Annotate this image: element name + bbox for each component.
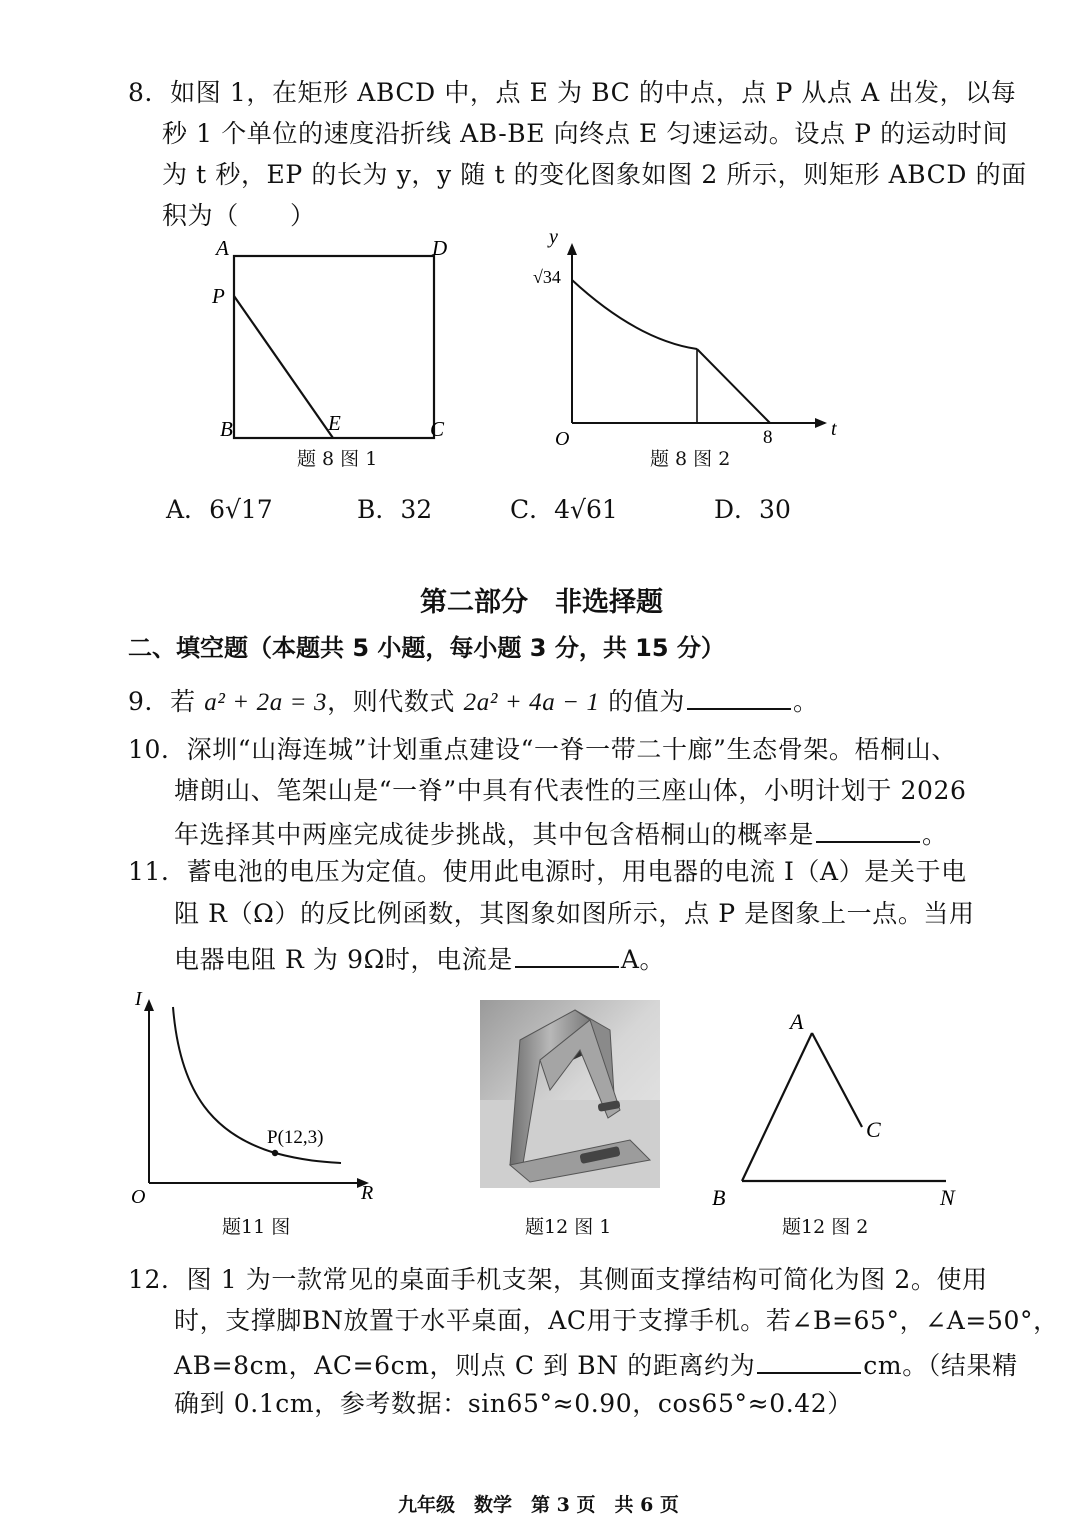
- label-A: A: [216, 236, 229, 260]
- q12-answer-blank[interactable]: [757, 1346, 861, 1374]
- q11-answer-blank[interactable]: [515, 940, 619, 968]
- q9-expression: 2a² + 4a − 1: [463, 689, 600, 716]
- q9-equation: a² + 2a = 3: [204, 689, 328, 716]
- q12-figure-1-phone-stand-photo: [480, 1000, 660, 1188]
- t-tick-label: 8: [763, 427, 773, 448]
- label-C: C: [866, 1117, 881, 1142]
- q12-figure-1-caption: 题12 图 1: [525, 1216, 612, 1238]
- q8-figure-1-rectangle: [200, 230, 470, 445]
- q10-line-1: 10．深圳“山海连城”计划重点建设“一脊一带二十廊”生态骨架。梧桐山、: [128, 735, 957, 764]
- origin-label: O: [555, 428, 570, 450]
- r-axis-label: R: [361, 1182, 374, 1204]
- q12-figure-2-caption: 题12 图 2: [782, 1216, 869, 1238]
- label-C: C: [430, 417, 445, 441]
- q11-line-2: 阻 R（Ω）的反比例函数，其图象如图所示，点 P 是图象上一点。当用: [174, 899, 975, 928]
- label-D: D: [432, 236, 448, 260]
- i-axis-label: I: [135, 988, 142, 1010]
- label-A: A: [790, 1009, 804, 1034]
- q10-line-3: 年选择其中两座完成徒步挑战，其中包含梧桐山的概率是 。: [174, 815, 948, 852]
- label-B: B: [712, 1185, 726, 1210]
- q9-line: 9．若 a² + 2a = 3，则代数式 2a² + 4a − 1 的值为 。: [128, 682, 819, 720]
- q12-line-1: 12．图 1 为一款常见的桌面手机支架，其侧面支撑结构可简化为图 2。使用: [128, 1265, 988, 1294]
- point-p-label: P(12,3): [267, 1127, 324, 1148]
- q11-line-3: 电器电阻 R 为 9Ω时，电流是 A。: [174, 940, 665, 977]
- q8-option-b[interactable]: B．32: [357, 495, 433, 524]
- origin-label: O: [131, 1186, 146, 1208]
- q12-line-4: 确到 0.1cm，参考数据：sin65°≈0.90，cos65°≈0.42）: [174, 1389, 853, 1418]
- q11-line-1: 11．蓄电池的电压为定值。使用此电源时，用电器的电流 I（A）是关于电: [128, 857, 967, 886]
- q8-line-3: 为 t 秒，EP 的长为 y，y 随 t 的变化图象如图 2 所示，则矩形 ABCD 的面: [162, 160, 1027, 189]
- label-P: P: [212, 284, 225, 308]
- y-axis-label: y: [549, 226, 558, 248]
- q10-answer-blank[interactable]: [816, 815, 920, 843]
- q8-option-d[interactable]: D．30: [714, 495, 791, 524]
- y-tick-label: √34: [533, 267, 561, 287]
- section-2-title: 二、填空题（本题共 5 小题，每小题 3 分，共 15 分）: [128, 634, 725, 662]
- q10-line-2: 塘朗山、笔架山是“一脊”中具有代表性的三座山体，小明计划于 2026: [174, 776, 967, 805]
- label-E: E: [328, 411, 341, 435]
- q8-figure-1-caption: 题 8 图 1: [297, 448, 378, 470]
- label-B: B: [220, 417, 233, 441]
- q8-line-4: 积为（ ）: [162, 201, 316, 230]
- q8-option-a[interactable]: A．6√17: [166, 495, 273, 524]
- label-N: N: [940, 1185, 955, 1210]
- part-2-title: 第二部分 非选择题: [420, 587, 663, 618]
- q8-figure-2-caption: 题 8 图 2: [650, 448, 731, 470]
- q12-line-2: 时，支撑脚BN放置于水平桌面，AC用于支撑手机。若∠B=65°，∠A=50°，: [174, 1306, 1059, 1335]
- page-footer: 九年级 数学 第 3 页 共 6 页: [398, 1494, 679, 1516]
- q8-figure-2-graph: [525, 225, 855, 450]
- q11-figure-inverse-graph: [125, 985, 385, 1210]
- q8-option-c[interactable]: C．4√61: [510, 495, 618, 524]
- q8-line-1: 8．如图 1，在矩形 ABCD 中，点 E 为 BC 的中点，点 P 从点 A 出发，以每: [128, 78, 1017, 107]
- q8-line-2: 秒 1 个单位的速度沿折线 AB-BE 向终点 E 匀速运动。设点 P 的运动时间: [162, 119, 1009, 148]
- q12-figure-2-triangle: [700, 1005, 975, 1210]
- q9-answer-blank[interactable]: [687, 682, 791, 710]
- q12-line-3: AB=8cm，AC=6cm，则点 C 到 BN 的距离约为 cm。（结果精: [174, 1346, 1018, 1383]
- t-axis-label: t: [831, 418, 837, 440]
- q11-figure-caption: 题11 图: [222, 1216, 291, 1238]
